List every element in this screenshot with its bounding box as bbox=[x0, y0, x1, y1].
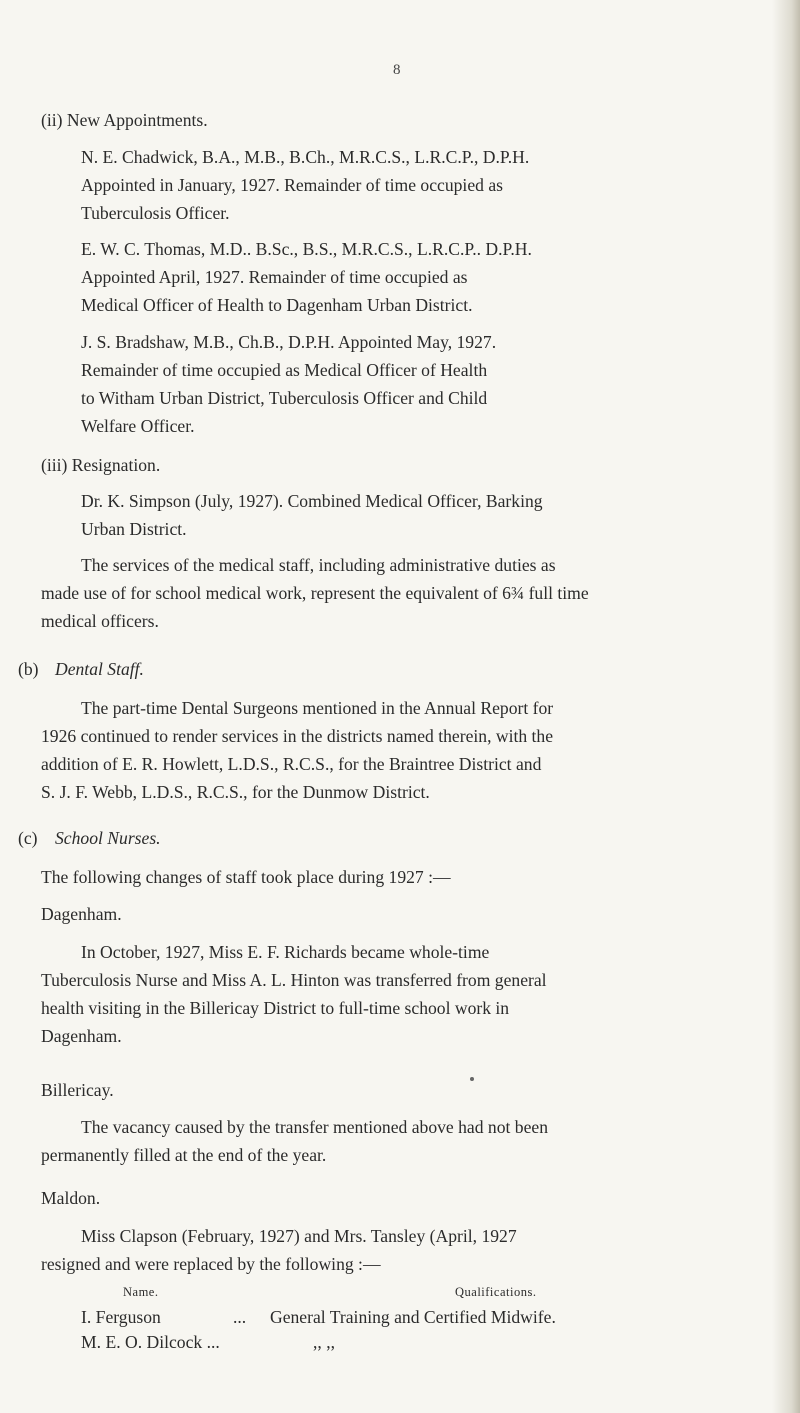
table-header-name: Name. bbox=[123, 1285, 159, 1299]
appointment-bradshaw-line-4: Welfare Officer. bbox=[81, 416, 195, 436]
dagenham-line-1: In October, 1927, Miss E. F. Richards became whole-time bbox=[81, 942, 490, 962]
appointment-thomas-line-2: Appointed April, 1927. Remainder of time occupied as bbox=[81, 267, 468, 287]
resignation-line-2: Urban District. bbox=[81, 519, 187, 539]
appointment-chadwick-line-3: Tuberculosis Officer. bbox=[81, 203, 230, 223]
maldon-heading: Maldon. bbox=[41, 1188, 101, 1208]
speck-mark bbox=[470, 1077, 474, 1081]
appointment-bradshaw-line-1: J. S. Bradshaw, M.B., Ch.B., D.P.H. Appointed May, 1927. bbox=[81, 332, 497, 352]
dental-line-3: addition of E. R. Howlett, L.D.S., R.C.S., for the Braintree District and bbox=[41, 754, 542, 774]
billericay-line-1: The vacancy caused by the transfer mentioned above had not been bbox=[81, 1117, 549, 1137]
table-row-2-name: M. E. O. Dilcock ... bbox=[81, 1332, 220, 1352]
table-header-qualifications: Qualifications. bbox=[455, 1285, 537, 1299]
dagenham-heading: Dagenham. bbox=[41, 904, 122, 924]
dental-line-1: The part-time Dental Surgeons mentioned in the Annual Report for bbox=[81, 698, 554, 718]
resignation-line-1: Dr. K. Simpson (July, 1927). Combined Medical Officer, Barking bbox=[81, 491, 543, 511]
appointment-chadwick-line-2: Appointed in January, 1927. Remainder of time occupied as bbox=[81, 175, 503, 195]
appointment-thomas-line-3: Medical Officer of Health to Dagenham Urban District. bbox=[81, 295, 473, 315]
table-row-1-name: I. Ferguson bbox=[81, 1307, 161, 1327]
dagenham-line-4: Dagenham. bbox=[41, 1026, 122, 1046]
table-row-1-qualification: General Training and Certified Midwife. bbox=[270, 1307, 556, 1327]
services-line-3: medical officers. bbox=[41, 611, 159, 631]
maldon-line-2: resigned and were replaced by the following :— bbox=[41, 1254, 381, 1274]
new-appointments-heading: (ii) New Appointments. bbox=[41, 110, 208, 130]
dental-staff-heading: Dental Staff. bbox=[55, 659, 144, 679]
dental-staff-label: (b) bbox=[18, 659, 39, 679]
page-number: 8 bbox=[393, 62, 401, 78]
appointment-chadwick-line-1: N. E. Chadwick, B.A., M.B., B.Ch., M.R.C.S., L.R.C.P., D.P.H. bbox=[81, 147, 530, 167]
school-nurses-intro: The following changes of staff took place during 1927 :— bbox=[41, 867, 451, 887]
services-line-1: The services of the medical staff, including administrative duties as bbox=[81, 555, 556, 575]
school-nurses-label: (c) bbox=[18, 828, 38, 848]
resignation-heading: (iii) Resignation. bbox=[41, 455, 161, 475]
dental-line-4: S. J. F. Webb, L.D.S., R.C.S., for the Dunmow District. bbox=[41, 782, 430, 802]
school-nurses-heading: School Nurses. bbox=[55, 828, 161, 848]
maldon-line-1: Miss Clapson (February, 1927) and Mrs. Tansley (April, 1927 bbox=[81, 1226, 517, 1246]
billericay-line-2: permanently filled at the end of the year. bbox=[41, 1145, 327, 1165]
dental-line-2: 1926 continued to render services in the districts named therein, with the bbox=[41, 726, 554, 746]
appointment-bradshaw-line-2: Remainder of time occupied as Medical Officer of Health bbox=[81, 360, 488, 380]
dagenham-line-3: health visiting in the Billericay District to full-time school work in bbox=[41, 998, 510, 1018]
services-line-2: made use of for school medical work, represent the equivalent of 6¾ full time bbox=[41, 583, 589, 603]
appointment-thomas-line-1: E. W. C. Thomas, M.D.. B.Sc., B.S., M.R.C.S., L.R.C.P.. D.P.H. bbox=[81, 239, 532, 259]
dagenham-line-2: Tuberculosis Nurse and Miss A. L. Hinton was transferred from general bbox=[41, 970, 547, 990]
billericay-heading: Billericay. bbox=[41, 1080, 114, 1100]
page-edge-shadow bbox=[772, 0, 800, 1413]
table-row-2-qualification: ,, ,, bbox=[313, 1332, 335, 1352]
appointment-bradshaw-line-3: to Witham Urban District, Tuberculosis Officer and Child bbox=[81, 388, 488, 408]
table-row-1-leader: ... bbox=[233, 1307, 247, 1327]
